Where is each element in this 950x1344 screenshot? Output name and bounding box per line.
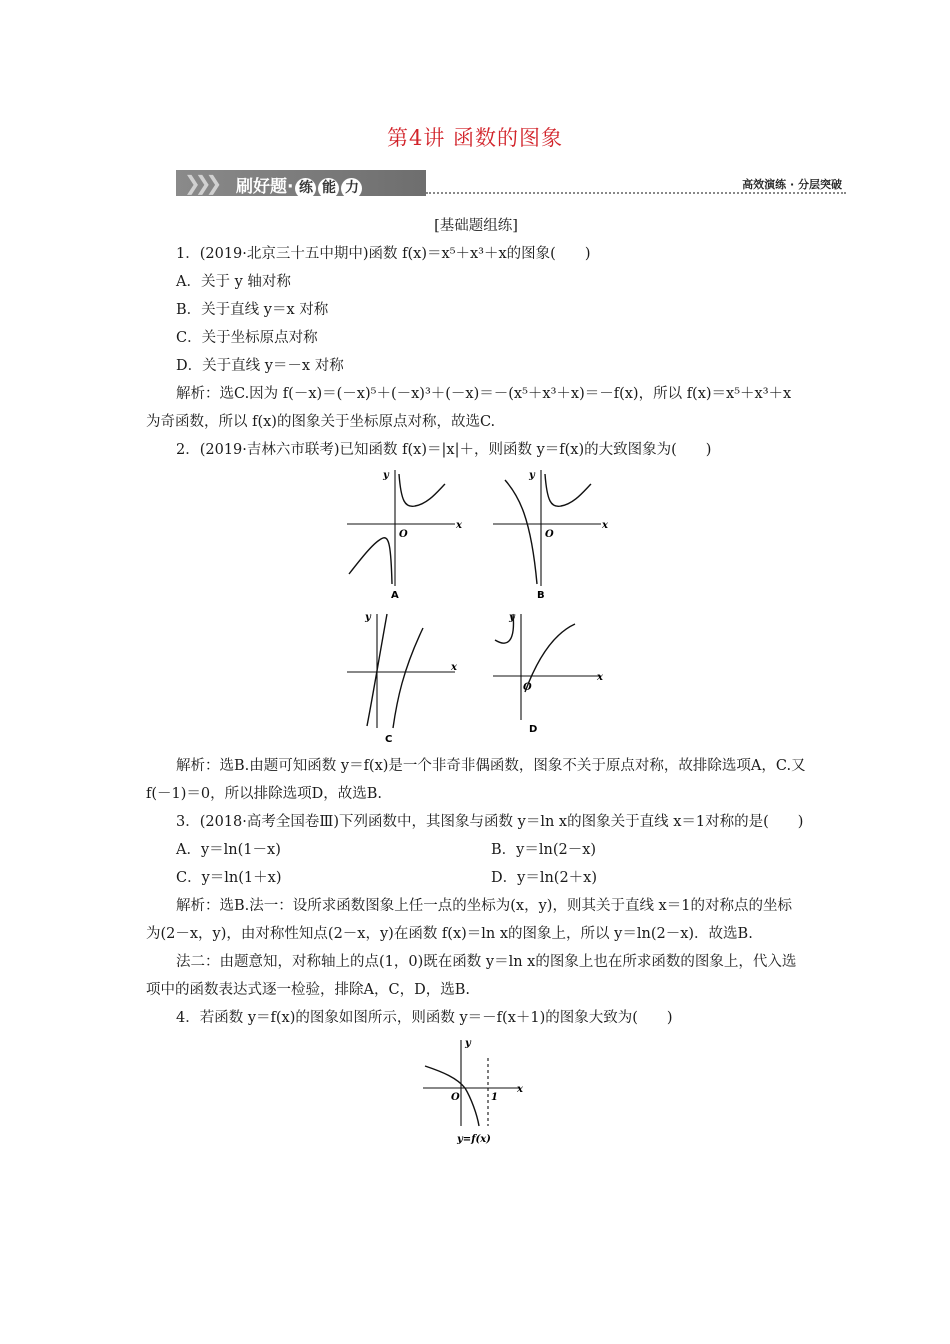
graph-caption: y=f(x) (457, 1134, 491, 1145)
q3-stem: 3．(2018·高考全国卷Ⅲ)下列函数中，其图象与函数 y＝ln x的图象关于直线 x＝1对称的是( ) (176, 814, 804, 830)
svg-text:O: O (451, 1092, 460, 1103)
q1-analysis: 解析：选C.因为 f(－x)＝(－x)⁵＋(－x)³＋(－x)＝－(x⁵＋x³＋x)＝－f(x)，所以 f(x)＝x⁵＋x³＋x 为奇函数，所以 f(x)的图象关于坐标原点对称，故选C. (146, 386, 792, 430)
q3-option-b: B．y＝ln(2－x) (491, 842, 597, 858)
svg-text:O: O (545, 529, 554, 540)
graph-b (489, 466, 609, 601)
svg-text:C: C (385, 734, 393, 745)
svg-text:y: y (383, 470, 389, 481)
svg-text:1: 1 (491, 1092, 498, 1103)
q3-analysis-1: 解析：选B.法一：设所求函数图象上任一点的坐标为(x，y)，则其关于直线 x＝1的对称点的坐标为(2－x，y)，由对称性知点(2－x，y)在函数 f(x)＝ln x的图象上，所以 y＝ln(2－x)．故选B. (146, 898, 792, 942)
svg-text:D: D (529, 724, 538, 735)
svg-text:y: y (365, 612, 371, 623)
q1-option-b: B．关于直线 y＝x 对称 (176, 302, 329, 318)
svg-text:x: x (456, 520, 462, 531)
q2-graphs-row-1 (146, 466, 806, 608)
q3-option-d: D．y＝ln(2＋x) (491, 870, 598, 886)
section-banner (176, 170, 846, 196)
svg-text:y: y (465, 1038, 471, 1049)
svg-text:y: y (529, 470, 535, 481)
q1-option-d: D．关于直线 y＝－x 对称 (176, 358, 344, 374)
svg-text:y: y (509, 612, 515, 623)
svg-text:x: x (597, 672, 603, 683)
q3-option-c: C．y＝ln(1＋x) (176, 870, 282, 886)
chevron-right-icon: ❯❯❯ (184, 171, 217, 195)
document-body (146, 212, 806, 1146)
banner-dotted-line (426, 192, 846, 194)
q3-analysis-2: 法二：由题意知，对称轴上的点(1，0)既在函数 y＝ln x的图象上也在所求函数的图象上，代入选项中的函数表达式逐一检验，排除A，C，D，选B. (146, 954, 797, 998)
q1-option-c: C．关于坐标原点对称 (176, 330, 318, 346)
q2-graphs-row-2 (146, 610, 806, 752)
q3-option-a: A．y＝ln(1－x) (176, 842, 281, 858)
q1-option-a: A．关于 y 轴对称 (176, 274, 291, 290)
q4-graph-wrap (146, 1036, 806, 1146)
q1-stem: 1．(2019·北京三十五中期中)函数 f(x)＝x⁵＋x³＋x的图象( ) (176, 246, 591, 262)
svg-text:x: x (517, 1084, 523, 1095)
graph-f (421, 1036, 531, 1146)
graph-a (343, 466, 463, 601)
svg-text:A: A (391, 590, 399, 601)
svg-text:B: B (537, 590, 545, 601)
q2-analysis: 解析：选B.由题可知函数 y＝f(x)是一个非奇非偶函数，图象不关于原点对称，故排除选项A，C.又 f(－1)＝0，所以排除选项D，故选B. (146, 758, 806, 802)
svg-text:x: x (602, 520, 608, 531)
svg-text:O: O (523, 682, 532, 693)
svg-text:x: x (451, 662, 457, 673)
banner-bar (176, 170, 426, 196)
graph-d (489, 610, 609, 745)
page-title: 第4讲 函数的图象 (386, 126, 564, 150)
banner-label: 刷好题· 练 能 力 (236, 172, 362, 199)
graph-c (343, 610, 463, 745)
q3-options-row-2 (146, 864, 806, 892)
q4-stem: 4．若函数 y＝f(x)的图象如图所示，则函数 y＝－f(x＋1)的图象大致为( ) (176, 1010, 673, 1026)
banner-right-text: 高效演练 · 分层突破 (742, 178, 842, 191)
q3-options-row-1 (146, 836, 806, 864)
q2-stem: 2．(2019·吉林六市联考)已知函数 f(x)＝|x|＋，则函数 y＝f(x)的大致图象为( ) (176, 442, 712, 458)
section-heading: [基础题组练] (434, 218, 518, 234)
svg-text:O: O (399, 529, 408, 540)
